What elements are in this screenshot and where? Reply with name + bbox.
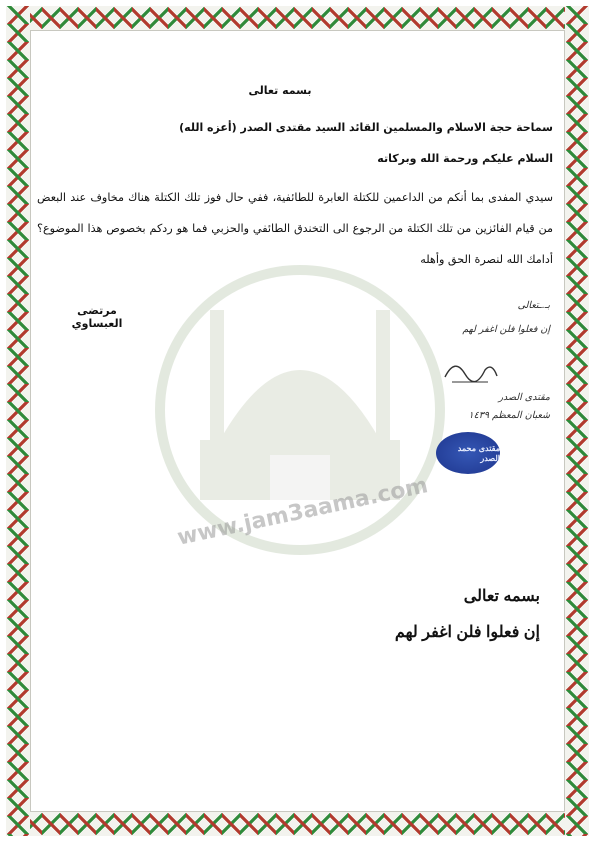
decorative-border-top — [6, 6, 589, 30]
official-seal: مقتدى محمد الصدر — [436, 432, 500, 474]
typed-basmala: بسمه تعالى — [463, 588, 540, 605]
letter-addressee: سماحة حجة الاسلام والمسلمين القائد السيد مقتدى الصدر (أعزه الله) — [179, 121, 553, 134]
typed-reply: إن فعلوا فلن اغفر لهم — [394, 624, 540, 641]
letter-signer: مرتضى العبساوي — [71, 304, 123, 330]
letter-greeting: السلام عليكم ورحمة الله وبركاته — [377, 152, 553, 165]
watermark-site: www.jam3aama.com — [175, 473, 431, 551]
decorative-border-right — [565, 6, 589, 836]
handwritten-line: مقتدى الصدر — [498, 392, 550, 403]
signature-scribble-icon — [440, 352, 500, 388]
handwritten-line: بـ.ـتعالى — [517, 300, 550, 311]
handwritten-line: شعبان المعظم ١٤٣٩ — [468, 410, 550, 421]
decorative-border-bottom — [6, 812, 589, 836]
handwritten-reply — [420, 292, 550, 432]
handwritten-line: إن فعلوا فلن اغفر لهم — [462, 324, 550, 335]
letter-basmala: بسمه تعالى — [248, 84, 312, 97]
decorative-border-left — [6, 6, 30, 836]
letter-body: سيدي المفدى بما أنكم من الداعمين للكتلة العابرة للطائفية، ففي حال فوز تلك الكتلة هناك مخاوف عند البعض من قيام الفائزين من تلك الكتلة من الرجوع الى التخندق الطائفي والحزبي فما هو ردكم بخصوص هذا الموضوع؟ أدامك الله لنصرة الحق وأهله — [37, 191, 553, 266]
